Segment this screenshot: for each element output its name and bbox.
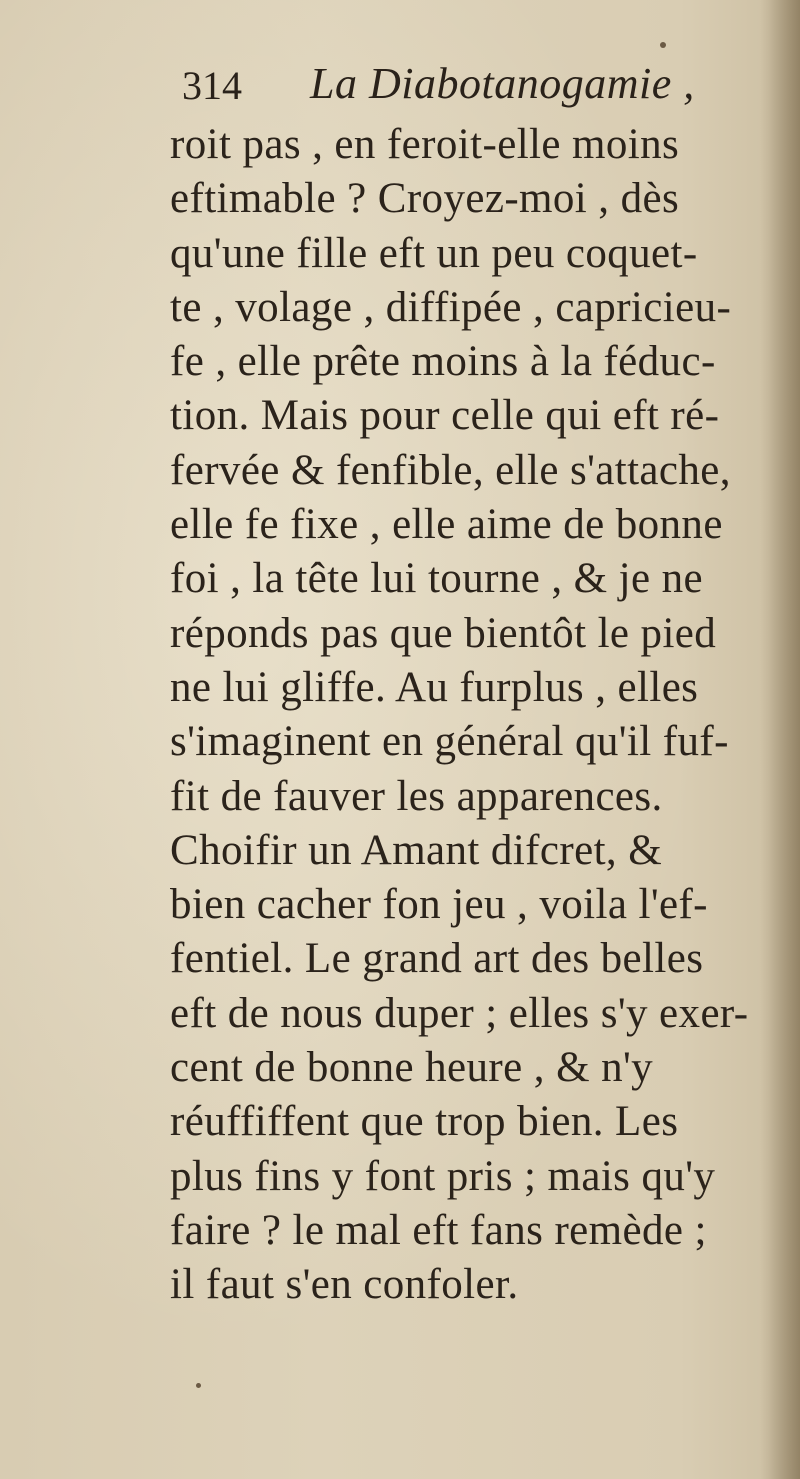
ink-speck <box>660 42 666 48</box>
text-line: eftimable ? Croyez-moi , dès <box>170 175 680 223</box>
page-header <box>172 52 712 112</box>
ink-speck <box>196 1383 201 1388</box>
text-line: te , volage , diffipée , capricieu- <box>170 283 732 331</box>
text-line: Choifir un Amant difcret, & <box>170 826 663 874</box>
text-line: foi , la tête lui tourne , & je ne <box>170 555 704 603</box>
text-line: fit de fauver les apparences. <box>170 772 663 820</box>
text-line: réponds pas que bientôt le pied <box>170 609 717 657</box>
page-edge-shadow <box>760 0 800 1479</box>
text-line: eft de nous duper ; elles s'y exer- <box>170 989 749 1037</box>
body-text <box>170 118 760 1313</box>
text-line: cent de bonne heure , & n'y <box>170 1044 654 1092</box>
text-line: fervée & fenfible, elle s'attache, <box>170 446 731 494</box>
text-line: roit pas , en feroit-elle moins <box>170 121 680 168</box>
text-line: elle fe fixe , elle aime de bonne <box>170 501 723 549</box>
text-line: tion. Mais pour celle qui eft ré- <box>170 392 720 440</box>
text-line: ne lui gliffe. Au furplus , elles <box>170 663 699 711</box>
text-line: bien cacher fon jeu , voila l'ef- <box>170 881 708 929</box>
text-line: faire ? le mal eft fans remède ; <box>170 1206 707 1254</box>
running-head: La Diabotanogamie , <box>310 59 695 108</box>
text-line: réuffiffent que trop bien. Les <box>170 1098 679 1146</box>
text-line: fe , elle prête moins à la féduc- <box>170 338 716 386</box>
text-line: fentiel. Le grand art des belles <box>170 935 704 983</box>
page-number: 314 <box>182 63 242 108</box>
text-line: il faut s'en confoler. <box>170 1261 519 1309</box>
text-line: s'imaginent en général qu'il fuf- <box>170 718 729 766</box>
text-line: qu'une fille eft un peu coquet- <box>170 229 698 277</box>
text-line: plus fins y font pris ; mais qu'y <box>170 1152 716 1200</box>
